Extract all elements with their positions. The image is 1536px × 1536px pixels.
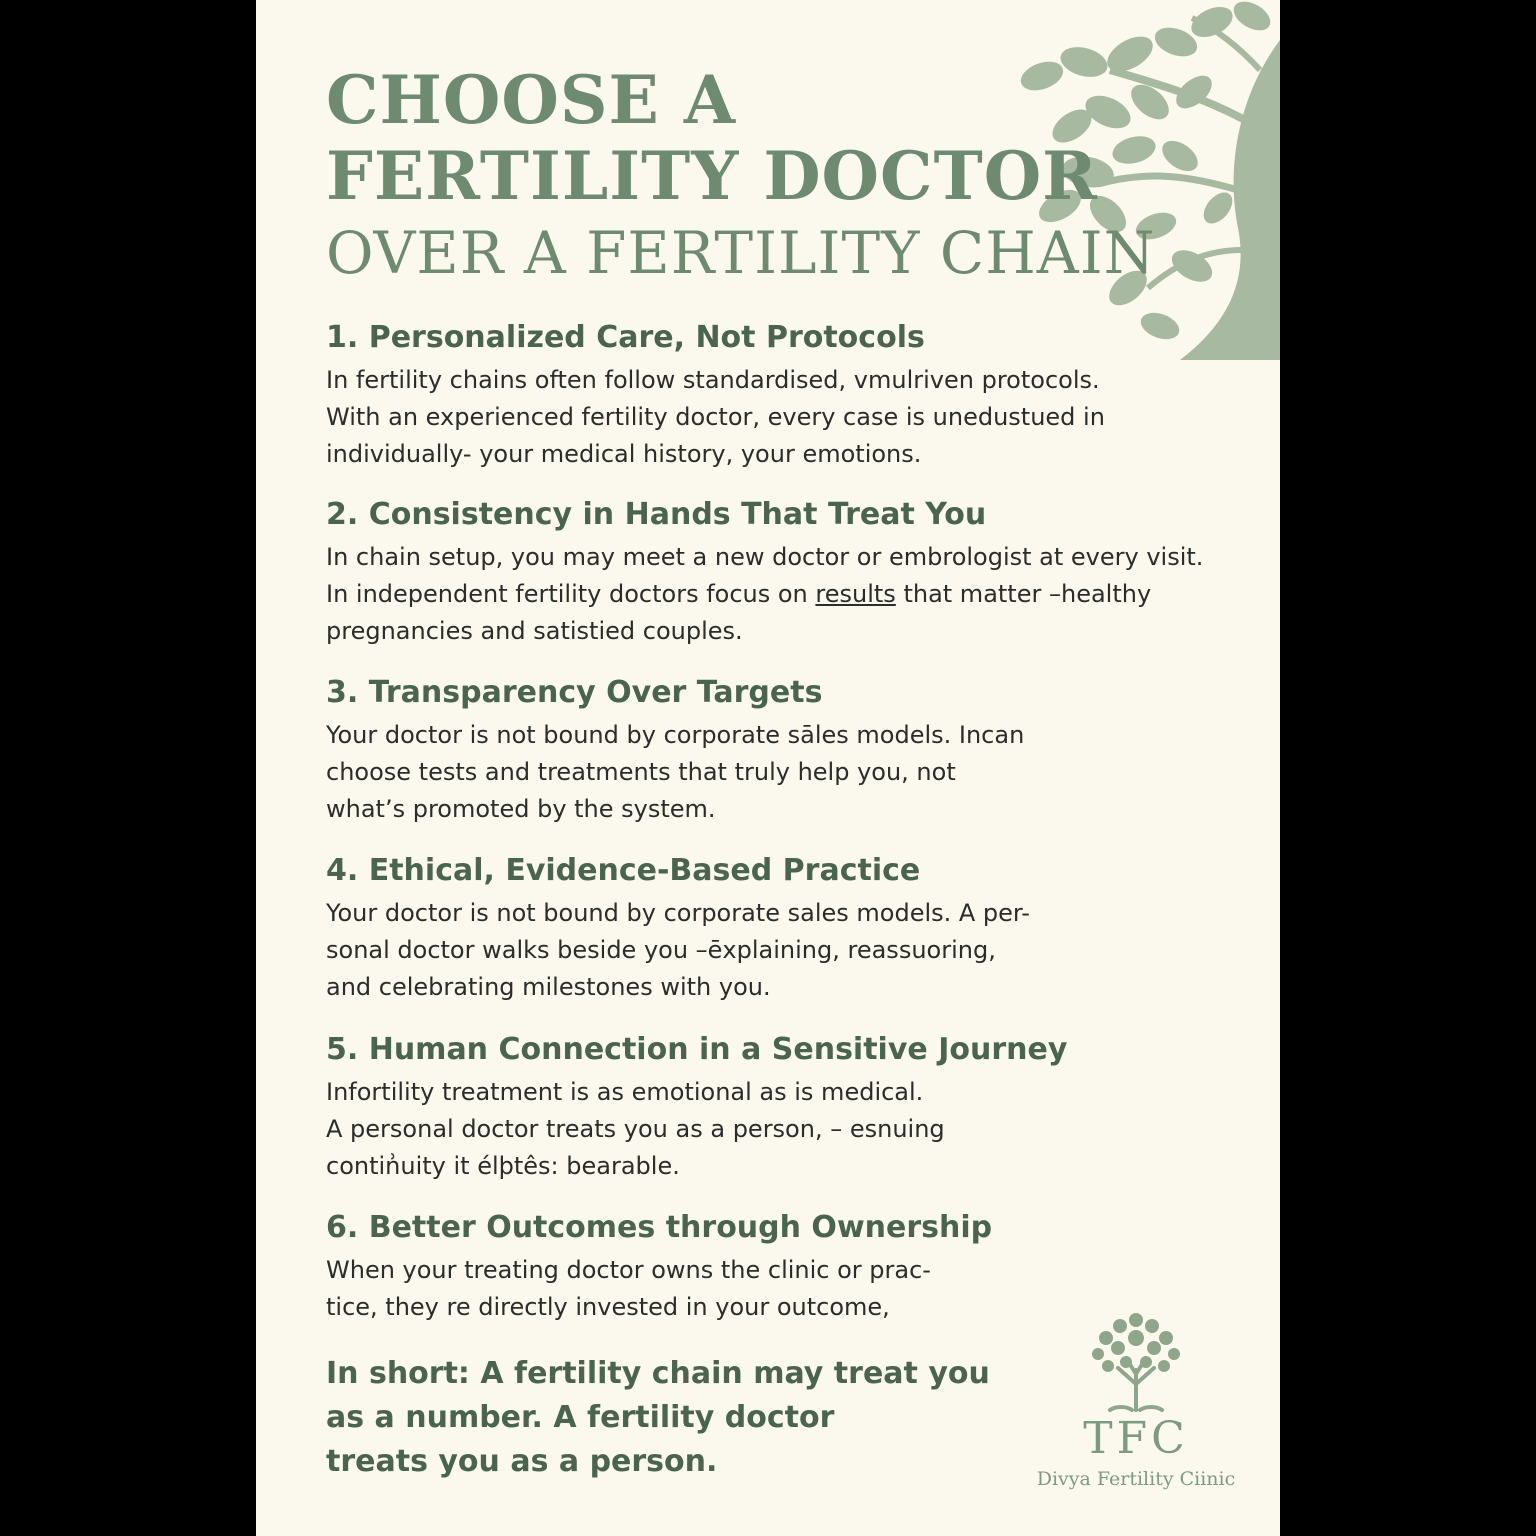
section-text-line: tice, they re directly invested in your outcome, [326, 1293, 890, 1321]
section-text-line: With an experienced fertility doctor, every case is unedustued in [326, 403, 1105, 431]
clinic-logo [1026, 1310, 1246, 1490]
section-text-fragment: In independent fertility doctors focus on [326, 580, 816, 608]
section-transparency [326, 673, 1246, 828]
section-text-line: Your doctor is not bound by corporate sāles models. Incan [326, 721, 1025, 749]
clinic-name: Divya Fertility Ciinic [1036, 1468, 1236, 1490]
section-heading: 4. Ethical, Evidence-Based Practice [326, 853, 921, 888]
section-text-line: choose tests and treatments that truly help you, not [326, 758, 956, 786]
title-line-3: OVER A FERTILITY CHAIN [326, 219, 1156, 287]
section-text-line: A personal doctor treats you as a person, – esnuing [326, 1115, 945, 1143]
tree-of-life-icon [1086, 1310, 1186, 1414]
section-text-line: individually- your medical history, your emotions. [326, 440, 922, 468]
summary-line: as a number. A fertility doctor [326, 1400, 835, 1435]
section-consistency [326, 495, 1246, 650]
summary-statement [326, 1352, 990, 1484]
section-text-line: In chain setup, you may meet a new doctor or embrologist at every visit. [326, 543, 1204, 571]
logo-initials: TFC [1083, 1413, 1189, 1464]
title-line-2: FERTILITY DOCTOR [326, 137, 1099, 215]
page-title [326, 62, 1155, 292]
section-heading: 5. Human Connection in a Sensitive Journey [326, 1032, 1068, 1067]
section-text-line: pregnancies and satistied couples. [326, 617, 743, 645]
section-heading: 2. Consistency in Hands That Treat You [326, 497, 987, 532]
section-text-fragment: that matter –healthy [895, 580, 1152, 608]
title-line-1: CHOOSE A [326, 61, 737, 139]
results-link[interactable]: results [815, 580, 896, 608]
section-text-line: When your treating doctor owns the clinic or prac- [326, 1256, 931, 1284]
section-text-line: Your doctor is not bound by corporate sales models. A per- [326, 899, 1030, 927]
section-heading: 6. Better Outcomes through Ownership [326, 1210, 993, 1245]
section-heading: 1. Personalized Care, Not Protocols [326, 320, 925, 355]
section-text-line: and celebrating milestones with you. [326, 973, 771, 1001]
section-text-line: Infortility treatment is as emotional as is medical. [326, 1078, 924, 1106]
section-text-line: what’s promoted by the system. [326, 795, 716, 823]
summary-line: In short: A fertility chain may treat you [326, 1356, 990, 1391]
section-text-line [326, 576, 1246, 613]
poster [256, 0, 1280, 1536]
section-ethical-practice [326, 851, 1246, 1006]
section-heading: 3. Transparency Over Targets [326, 675, 823, 710]
section-text-line: In fertility chains often follow standardised, vmulriven protocols. [326, 366, 1100, 394]
section-human-connection [326, 1030, 1246, 1185]
section-ownership [326, 1208, 1246, 1326]
section-text-line: sonal doctor walks beside you –ēxplaining, reassuoring, [326, 936, 996, 964]
summary-line: treats you as a person. [326, 1444, 718, 1479]
section-personalized-care [326, 318, 1246, 473]
section-text-line: contin͗uity it élþtês: bearable. [326, 1152, 680, 1180]
